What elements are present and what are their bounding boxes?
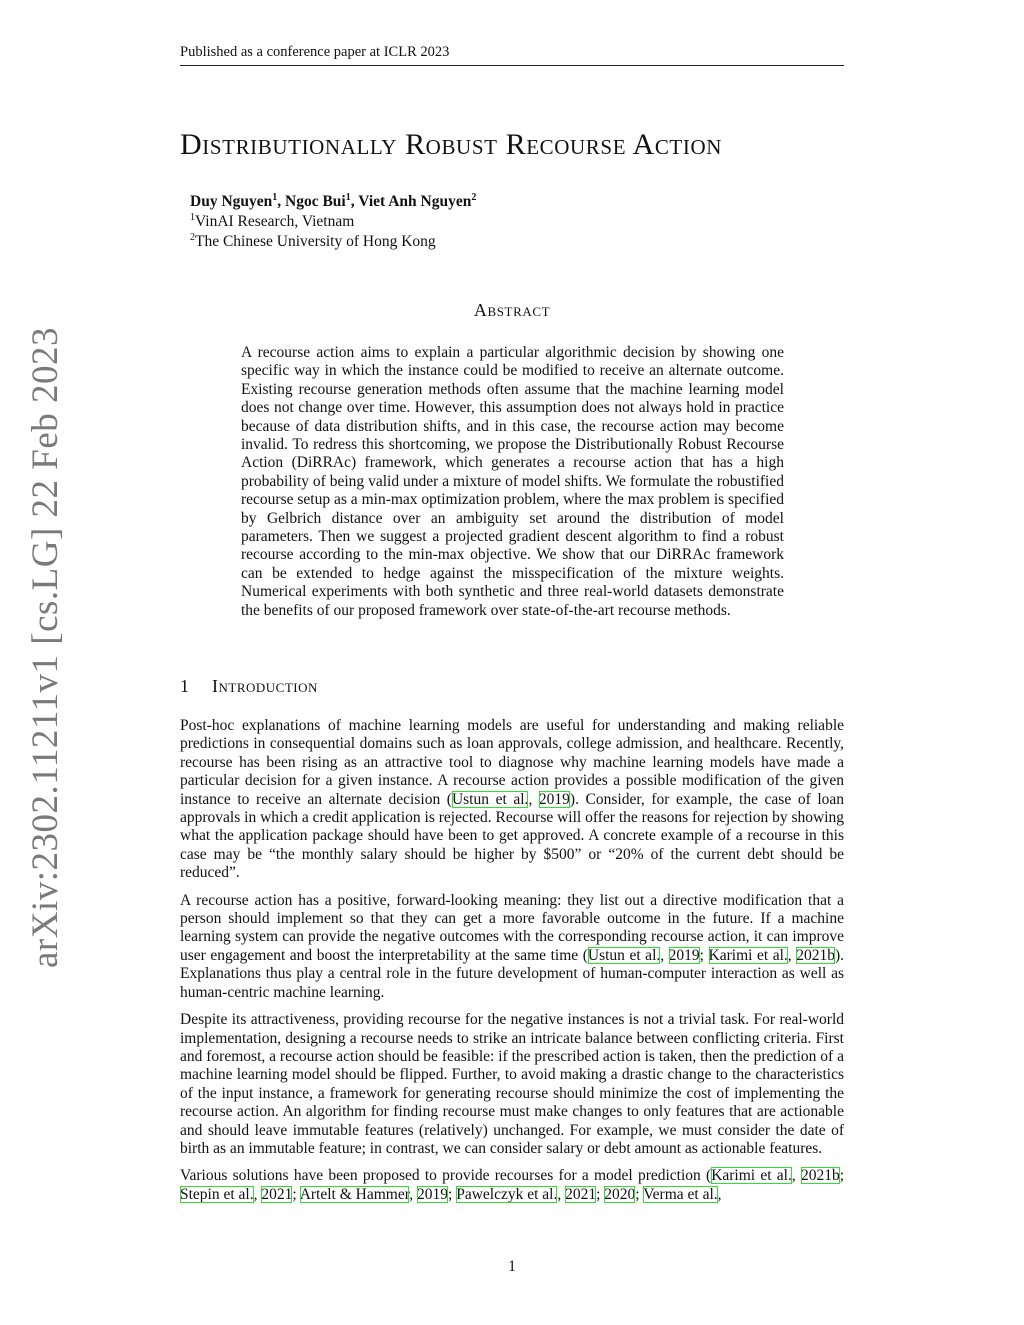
paper-title: Distributionally Robust Recourse Action xyxy=(180,128,722,161)
citation-link[interactable]: 2021b xyxy=(800,1167,840,1185)
affiliation-mark: 1 xyxy=(190,211,195,223)
page-number: 1 xyxy=(508,1258,516,1275)
citation-link[interactable]: Stepin et al. xyxy=(180,1185,254,1203)
section-body xyxy=(180,717,844,1213)
author-block xyxy=(190,192,790,252)
citation-link[interactable]: 2019 xyxy=(668,946,700,964)
citation-link[interactable]: Artelt & Hammer xyxy=(299,1185,410,1203)
citation-link[interactable]: 2021 xyxy=(565,1185,597,1203)
arxiv-identifier-text: arXiv:2302.11211v1 [cs.LG] 22 Feb 2023 xyxy=(25,326,67,968)
affiliation-name: The Chinese University of Hong Kong xyxy=(195,233,436,250)
citation-link[interactable]: 2019 xyxy=(538,790,570,808)
author-name: Duy Nguyen xyxy=(190,193,273,210)
section-number: 1 xyxy=(180,676,190,696)
citation-link[interactable]: Karimi et al. xyxy=(708,946,788,964)
affiliation-name: VinAI Research, Vietnam xyxy=(195,213,355,230)
section-heading xyxy=(180,676,580,697)
affiliation-mark: 2 xyxy=(190,231,195,243)
citation-link[interactable]: 2019 xyxy=(417,1185,449,1203)
arxiv-identifier xyxy=(18,326,74,968)
author-name: Viet Anh Nguyen xyxy=(358,193,472,210)
affiliation-line xyxy=(190,232,790,252)
citation-link[interactable]: 2021b xyxy=(796,946,835,964)
citation-link[interactable]: Ustun et al. xyxy=(587,946,661,964)
affiliation-mark: 2 xyxy=(471,191,477,203)
affiliation-mark: 1 xyxy=(272,191,278,203)
paragraph: Post-hoc explanations of machine learning models are useful for understanding and making reliable predictions in consequential domains such as loan approvals, college admission, and healthcare. Recently, recourse has been rising as an attractive tool to diagnose why machine learning models have made a particular decision for a given instance. A recourse action provides a possible modification of the given instance to receive an alternate decision (Ustun et al., 2019). Consider, for example, the case of loan approvals in which a credit application is rejected. Recourse will offer the reasons for rejection by showing what the application package should have been to get approved. A concrete example of a recourse in this case may be “the monthly salary should be higher by $500” or “20% of the current debt should be reduced”. xyxy=(180,717,845,882)
paragraph: A recourse action has a positive, forward-looking meaning: they list out a directive modification that a person should implement so that they can get a more favorable outcome in the future. If a machine learning system can provide the negative outcomes with the corresponding recourse action, it can improve user engagement and boost the interpretability at the same time (Ustun et al., 2019; Karimi et al., 2021b). Explanations thus play a central role in the future development of human-computer interaction as well as human-centric machine learning. xyxy=(180,891,844,1001)
abstract-text: A recourse action aims to explain a particular algorithmic decision by showing one specific way in which the instance could be modified to receive an alternate outcome. Existing recourse generation methods often assume that the machine learning model does not change over time. However, this assumption does not always hold in practice because of data distribution shifts, and in this case, the recourse action may become invalid. To redress this shortcoming, we propose the Distributionally Robust Recourse Action (DiRRAc) framework, which generates a recourse action that has a high probability of being valid under a mixture of model shifts. We formulate the robustified recourse setup as a min-max optimization problem, where the max problem is specified by Gelbrich distance over an ambiguity set around the distribution of model parameters. Then we suggest a projected gradient descent algorithm to find a robust recourse according to the min-max objective. We show that our DiRRAc framework can be extended to hedge against the misspecification of the mixture weights. Numerical experiments with both synthetic and three real-world datasets demonstrate the benefits of our proposed framework over state-of-the-art recourse methods. xyxy=(241,344,784,619)
author-names: Duy Nguyen$^1$, Ngoc Bui$^1$, Viet Anh Nguyen$^2$ xyxy=(190,191,477,210)
paragraph: Despite its attractiveness, providing recourse for the negative instances is not a trivial task. For real-world implementation, designing a recourse needs to strike an intricate balance between conflicting criteria. First and foremost, a recourse action should be feasible: if the prescribed action is taken, then the prediction of a machine learning model should be flipped. Further, to avoid making a drastic change to the characteristics of the input instance, a framework for generating recourse should minimize the cost of implementing the recourse action. An algorithm for finding recourse must make changes to only features that are actionable and should leave immutable features (relatively) unchanged. For example, we must consider the date of birth as an immutable feature; in contrast, we can consider salary or debt amount as actionable features. xyxy=(180,1011,844,1157)
paragraph: Various solutions have been proposed to provide recourses for a model prediction (Karimi et al., 2021b; Stepin et al., 2021; Artelt & Hammer, 2019; Pawelczyk et al., 2021; 2020; Verma et al., xyxy=(180,1167,845,1203)
affiliation-mark: 1 xyxy=(345,191,351,203)
citation-link[interactable]: Karimi et al. xyxy=(711,1167,792,1185)
section-title: Introduction xyxy=(212,676,318,696)
citation-link[interactable]: 2020 xyxy=(604,1185,636,1203)
citation-link[interactable]: Pawelczyk et al. xyxy=(456,1185,558,1203)
author-name: Ngoc Bui xyxy=(285,193,346,210)
affiliation-line xyxy=(190,212,790,232)
citation-link[interactable]: Verma et al. xyxy=(643,1185,718,1203)
citation-link[interactable]: 2021 xyxy=(261,1185,293,1203)
citation-link[interactable]: Ustun et al. xyxy=(451,790,529,808)
abstract-heading: Abstract xyxy=(473,300,551,320)
running-header: Published as a conference paper at ICLR 2023 xyxy=(180,44,844,66)
